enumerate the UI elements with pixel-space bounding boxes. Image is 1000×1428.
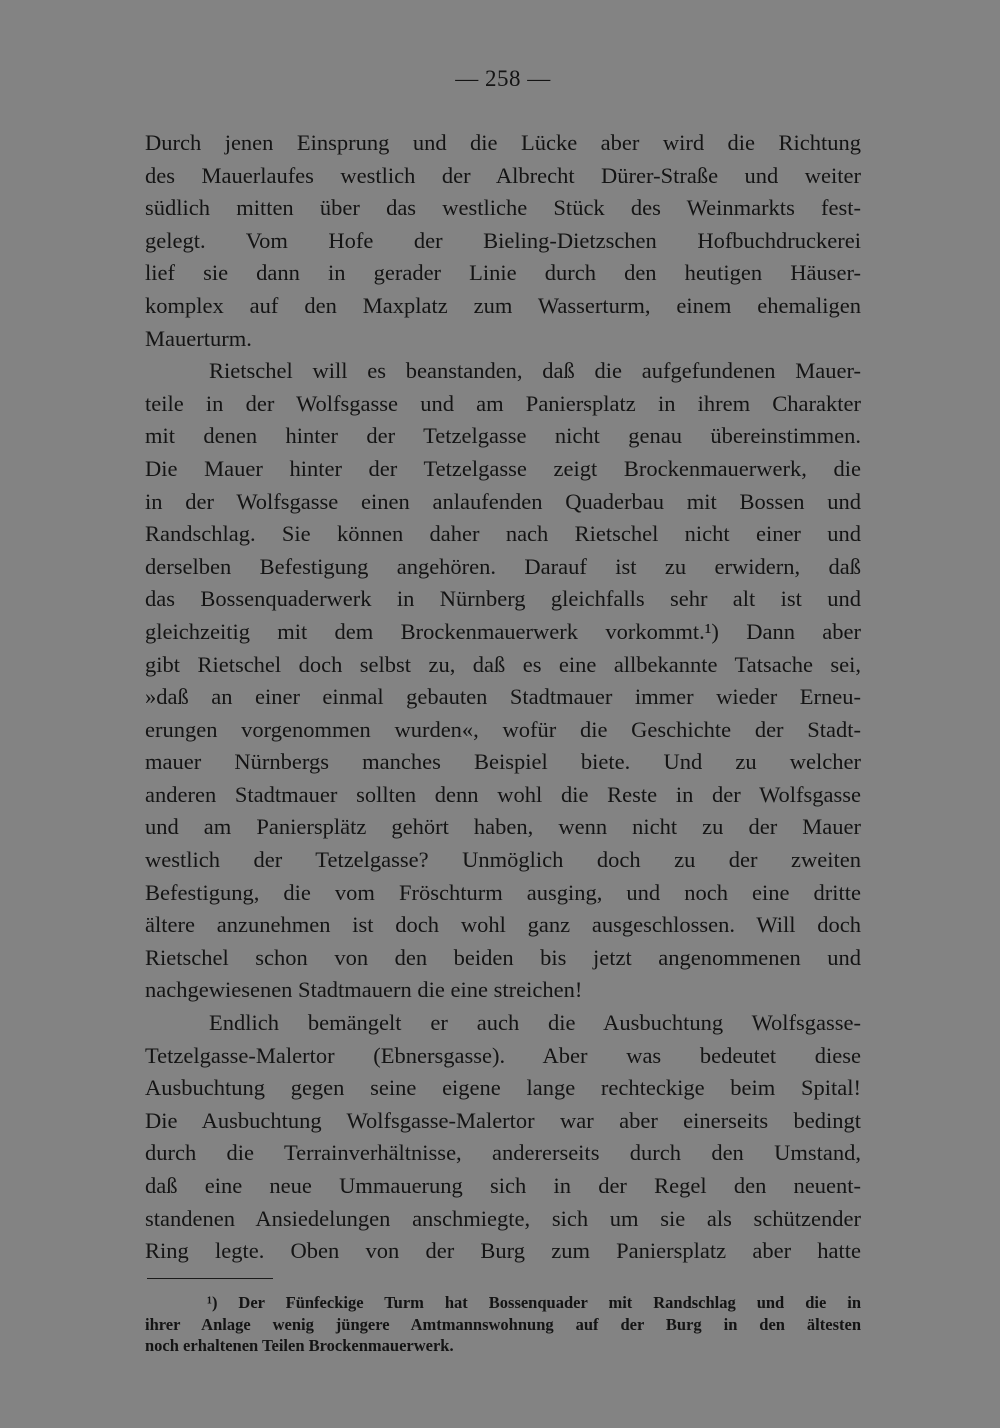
text-line: Rietschel schon von den beiden bis jetzt angenommenen und <box>145 944 861 970</box>
text-line: erungen vorgenommen wurden«, wofür die Geschichte der Stadt- <box>145 716 861 742</box>
text-line: anderen Stadtmauer sollten denn wohl die Reste in der Wolfsgasse <box>145 781 861 807</box>
text-line: gibt Rietschel doch selbst zu, daß es eine allbekannte Tatsache sei, <box>145 651 861 677</box>
footnotes <box>145 1292 861 1357</box>
text-line: Mauerturm. <box>145 325 252 351</box>
text-line: Die Mauer hinter der Tetzelgasse zeigt Brockenmauerwerk, die <box>145 455 861 481</box>
footnote-separator <box>147 1278 273 1279</box>
text-line: mauer Nürnbergs manches Beispiel biete. Und zu welcher <box>145 749 861 775</box>
text-line: teile in der Wolfsgasse und am Paniersplatz in ihrem Charakter <box>145 390 861 416</box>
text-line: durch die Terrainverhältnisse, andererseits durch den Umstand, <box>145 1140 861 1166</box>
page-number: — 258 — <box>455 66 551 91</box>
footnote-line: noch erhaltenen Teilen Brockenmauerwerk. <box>145 1336 454 1355</box>
text-line: lief sie dann in gerader Linie durch den heutigen Häuser- <box>145 260 861 286</box>
text-line: Durch jenen Einsprung und die Lücke aber wird die Richtung <box>145 130 861 155</box>
text-line: Endlich bemängelt er auch die Ausbuchtung Wolfsgasse- <box>209 1010 861 1036</box>
footnote-line: ¹) Der Fünfeckige Turm hat Bossenquader mit Randschlag und die in <box>207 1293 861 1312</box>
text-line: Rietschel will es beanstanden, daß die aufgefundenen Mauer- <box>209 358 861 384</box>
text-line: ältere anzunehmen ist doch wohl ganz ausgeschlossen. Will doch <box>145 912 861 938</box>
text-line: Tetzelgasse-Malertor (Ebnersgasse). Aber was bedeutet diese <box>145 1042 861 1068</box>
footnote-line: ihrer Anlage wenig jüngere Amtmannswohnung auf der Burg in den ältesten <box>145 1314 861 1334</box>
text-line: derselben Befestigung angehören. Darauf ist zu erwidern, daß <box>145 553 861 579</box>
text-line: daß eine neue Ummauerung sich in der Regel den neuent- <box>145 1173 861 1198</box>
text-line: Ausbuchtung gegen seine eigene lange rechteckige beim Spital! <box>145 1075 861 1101</box>
body-text <box>145 127 861 1268</box>
text-line: komplex auf den Maxplatz zum Wasserturm, einem ehemaligen <box>145 292 861 318</box>
text-line: standenen Ansiedelungen anschmiegte, sich um sie als schützender <box>145 1205 861 1231</box>
text-line: nachgewiesenen Stadtmauern die eine streichen! <box>145 977 583 1003</box>
text-line: südlich mitten über das westliche Stück des Weinmarkts fest- <box>145 195 861 221</box>
text-line: Ring legte. Oben von der Burg zum Paniersplatz aber hatte <box>145 1238 861 1264</box>
text-line: Befestigung, die vom Fröschturm ausging, und noch eine dritte <box>145 879 861 905</box>
text-line: in der Wolfsgasse einen anlaufenden Quaderbau mit Bossen und <box>145 488 861 514</box>
text-line: und am Paniersplätz gehört haben, wenn nicht zu der Mauer <box>145 814 861 840</box>
text-line: westlich der Tetzelgasse? Unmöglich doch zu der zweiten <box>145 847 861 873</box>
text-line: Die Ausbuchtung Wolfsgasse-Malertor war aber einerseits bedingt <box>145 1107 861 1133</box>
text-line: gleichzeitig mit dem Brockenmauerwerk vorkommt.¹) Dann aber <box>145 618 861 644</box>
text-line: Randschlag. Sie können daher nach Rietschel nicht einer und <box>145 521 861 547</box>
text-line: »daß an einer einmal gebauten Stadtmauer immer wieder Erneu- <box>145 684 861 710</box>
text-line: gelegt. Vom Hofe der Bieling-Dietzschen Hofbuchdruckerei <box>145 227 861 253</box>
text-line: mit denen hinter der Tetzelgasse nicht genau übereinstimmen. <box>145 423 861 449</box>
text-line: des Mauerlaufes westlich der Albrecht Dürer-Straße und weiter <box>145 162 861 188</box>
text-line: das Bossenquaderwerk in Nürnberg gleichfalls sehr alt ist und <box>145 586 861 612</box>
